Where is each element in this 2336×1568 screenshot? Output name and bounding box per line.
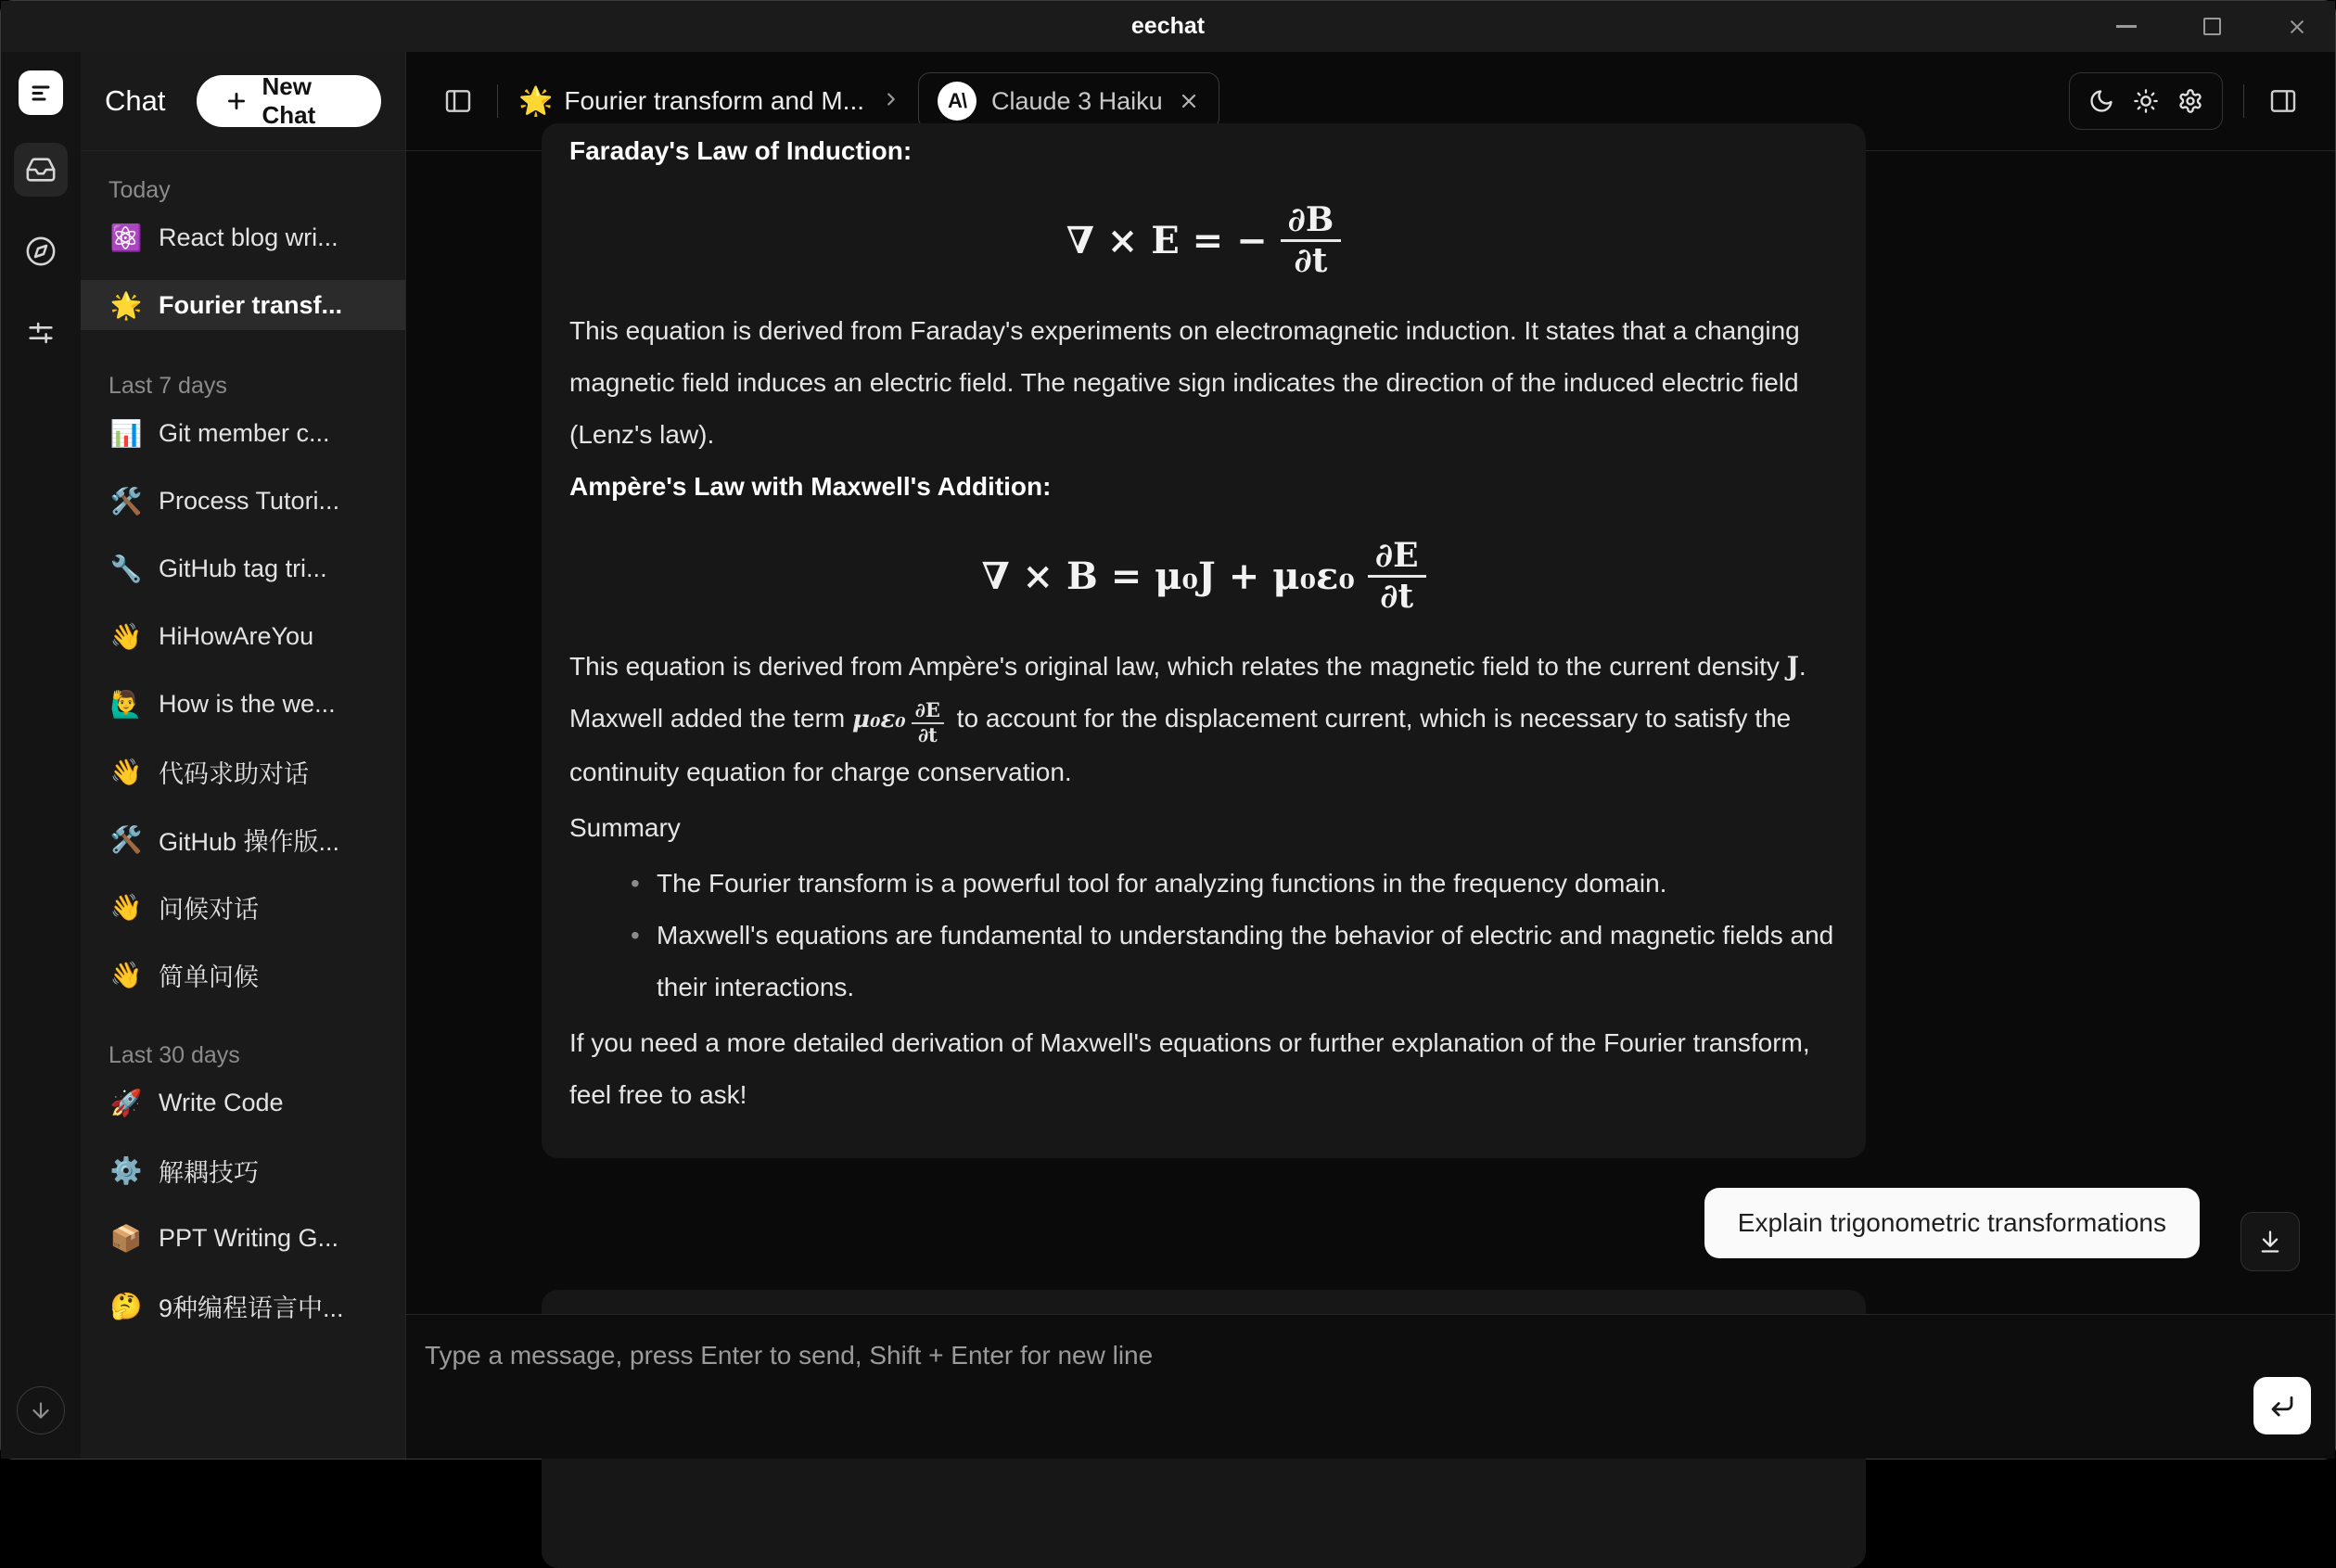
chat-list	[81, 151, 405, 1459]
composer	[406, 1314, 2335, 1459]
chat-item-label: PPT Writing G...	[159, 1223, 339, 1252]
ampere-equation	[569, 537, 1838, 617]
sidebar-item-github-ops[interactable]	[81, 814, 405, 864]
chat-emoji: 🚀	[109, 1088, 143, 1117]
chat-item-label: GitHub 操作版...	[159, 827, 340, 856]
chat-item-label: Git member c...	[159, 418, 330, 447]
remove-model-button[interactable]	[1178, 90, 1200, 112]
chat-emoji: 🙋‍♂️	[109, 689, 143, 719]
chat-emoji: 👋	[109, 892, 143, 922]
equation-lhs: ∇ × E = −	[1066, 218, 1268, 262]
model-name: Claude 3 Haiku	[991, 86, 1163, 115]
fraction-denominator: ∂t	[912, 722, 944, 746]
fraction-denominator: ∂t	[1368, 575, 1426, 616]
sidebar	[81, 52, 406, 1459]
section-label-last-7-days: Last 7 days	[109, 372, 227, 399]
section-label-today: Today	[109, 176, 171, 203]
list-item: • The Fourier transform is a powerful tool for analyzing functions in the frequency domain.	[631, 858, 1838, 910]
chat-item-label: HiHowAreYou	[159, 621, 314, 650]
window-title: eechat	[1130, 13, 1206, 39]
send-button[interactable]	[2253, 1377, 2311, 1434]
summary-list	[569, 858, 1838, 1013]
section-label-last-30-days: Last 30 days	[109, 1041, 240, 1068]
sidebar-title: Chat	[105, 84, 166, 117]
paragraph-text: to account for the displacement current, which is necessary to satisfy the continuity equation for charge conservation.	[569, 703, 1792, 786]
sidebar-item-9-languages[interactable]	[81, 1281, 405, 1331]
titlebar	[1, 1, 2335, 52]
message-heading: Faraday's Law of Induction:	[569, 136, 913, 165]
chat-item-label: React blog wri...	[159, 223, 338, 251]
chat-item-label: GitHub tag tri...	[159, 554, 327, 582]
chat-emoji: 📊	[109, 418, 143, 448]
sidebar-item-hihowareyou[interactable]	[81, 611, 405, 661]
conversation-title[interactable]: Fourier transform and M...	[564, 86, 865, 115]
model-selector[interactable]	[918, 72, 1219, 130]
faraday-equation	[569, 201, 1838, 281]
assistant-message	[542, 123, 1866, 1158]
system-theme-button[interactable]	[2168, 79, 2213, 123]
chevron-right-icon	[881, 89, 901, 114]
chat-emoji: ⚙️	[109, 1155, 143, 1185]
sidebar-item-simple-greeting[interactable]	[81, 950, 405, 1000]
chat-emoji: 👋	[109, 757, 143, 786]
header-divider	[497, 84, 498, 118]
math-symbol: J	[1786, 650, 1799, 682]
compass-icon	[25, 236, 57, 267]
panel-left-icon	[443, 86, 473, 116]
sidebar-item-how-is-the-weather[interactable]	[81, 679, 405, 729]
paragraph-text: . Maxwell added the term	[569, 651, 1806, 733]
equation-fraction	[1368, 537, 1426, 617]
sidebar-item-react-blog[interactable]	[81, 212, 405, 262]
new-chat-label: New Chat	[262, 72, 316, 129]
maximize-button[interactable]	[2190, 8, 2233, 45]
message-paragraph: If you need a more detailed derivation of Maxwell's equations or further explanation of the Fourier transform, feel free to ask!	[569, 1027, 1810, 1109]
chat-panel	[406, 52, 2335, 1459]
sidebar-item-git-member[interactable]	[81, 408, 405, 458]
toggle-sidebar-button[interactable]	[440, 83, 477, 120]
sidebar-item-process-tutorial[interactable]	[81, 476, 405, 526]
chat-item-label: Fourier transf...	[159, 290, 343, 319]
sidebar-item-decoupling[interactable]	[81, 1145, 405, 1195]
arrow-down-icon	[29, 1398, 53, 1422]
chat-item-label: Process Tutori...	[159, 486, 340, 515]
moon-icon	[2088, 88, 2114, 114]
sun-icon	[2133, 88, 2159, 114]
sidebar-item-code-help[interactable]	[81, 746, 405, 797]
chat-item-label: 问候对话	[159, 895, 259, 924]
light-theme-button[interactable]	[2124, 79, 2168, 123]
conversation-emoji: 🌟	[518, 85, 554, 117]
toggle-right-panel-button[interactable]	[2265, 83, 2302, 120]
arrow-down-to-line-icon	[2257, 1229, 2283, 1255]
inline-fraction	[912, 699, 944, 746]
chat-emoji: 🛠️	[109, 824, 143, 854]
app-logo-button[interactable]	[19, 70, 63, 115]
math-coefficient: μ₀ε₀	[852, 705, 906, 733]
chat-item-label: 代码求助对话	[159, 759, 309, 788]
gear-icon	[2177, 88, 2203, 114]
anthropic-logo-icon: A\	[938, 82, 977, 121]
maximize-icon	[2203, 18, 2221, 35]
enter-icon	[2268, 1392, 2296, 1420]
rail-scroll-down-button[interactable]	[17, 1386, 65, 1434]
app-body	[1, 52, 2335, 1459]
sidebar-item-fourier-transform[interactable]	[81, 280, 405, 330]
dark-theme-button[interactable]	[2079, 79, 2124, 123]
plus-icon	[224, 89, 249, 113]
rail-item-discover[interactable]	[14, 224, 68, 278]
chat-emoji: 🌟	[109, 290, 143, 320]
panel-right-icon	[2268, 86, 2298, 116]
chat-item-label: 解耦技巧	[159, 1158, 259, 1187]
header-divider	[2243, 84, 2244, 118]
chat-emoji: 👋	[109, 621, 143, 651]
new-chat-button[interactable]	[197, 72, 381, 129]
chat-item-label: 简单问候	[159, 962, 259, 991]
list-item: • Maxwell's equations are fundamental to understanding the behavior of electric and magnetic fields and their interactions.	[631, 910, 1838, 1013]
minimize-icon	[2116, 25, 2137, 28]
inbox-icon	[25, 154, 57, 185]
message-input[interactable]	[425, 1328, 1816, 1383]
chat-emoji: 🤔	[109, 1291, 143, 1320]
sidebar-item-github-tag[interactable]	[81, 543, 405, 593]
close-button[interactable]	[2276, 8, 2318, 45]
fraction-numerator: ∂E	[914, 698, 940, 722]
chat-emoji: ⚛️	[109, 223, 143, 252]
equation-fraction	[1281, 201, 1342, 281]
rail-item-chats[interactable]	[14, 143, 68, 197]
fraction-numerator: ∂E	[1374, 535, 1419, 575]
minimize-button[interactable]	[2105, 8, 2148, 45]
sidebar-item-greeting-chat[interactable]	[81, 882, 405, 932]
chat-emoji: 📦	[109, 1223, 143, 1253]
message-paragraph: This equation is derived from Faraday's experiments on electromagnetic induction. It states that a changing magnetic field induces an electric field. The negative sign indicates the direction of the induced electric field (Lenz's law).	[569, 315, 1800, 449]
scroll-to-bottom-button[interactable]	[2240, 1212, 2300, 1271]
sidebar-item-write-code[interactable]	[81, 1077, 405, 1128]
rail-item-settings[interactable]	[14, 306, 68, 360]
header-actions	[2069, 72, 2302, 130]
user-message-row	[542, 1188, 2200, 1258]
chat-item-label: Write Code	[159, 1088, 284, 1116]
window-controls	[2105, 1, 2318, 52]
fraction-denominator: ∂t	[1281, 239, 1342, 280]
chat-emoji: 👋	[109, 960, 143, 989]
summary-title: Summary	[569, 812, 681, 842]
equation-lhs: ∇ × B = μ₀J + μ₀ε₀	[981, 554, 1355, 598]
user-message: Explain trigonometric transformations	[1704, 1188, 2200, 1258]
fraction-numerator: ∂B	[1287, 200, 1334, 239]
app-logo-icon	[27, 79, 55, 107]
message-heading: Ampère's Law with Maxwell's Addition:	[569, 471, 1052, 501]
sidebar-item-ppt-writing[interactable]	[81, 1213, 405, 1263]
paragraph-text: This equation is derived from Ampère's original law, which relates the magnetic field to the current density	[569, 651, 1787, 681]
message-paragraph	[569, 641, 1838, 798]
chat-item-label: How is the we...	[159, 689, 336, 718]
message-scroll-area[interactable]	[406, 136, 2335, 1314]
close-icon	[2287, 17, 2307, 37]
sliders-icon	[25, 317, 57, 349]
theme-switcher	[2069, 72, 2223, 130]
chat-emoji: 🔧	[109, 554, 143, 583]
sidebar-header	[81, 52, 405, 151]
chat-item-label: 9种编程语言中...	[159, 1294, 344, 1322]
chat-emoji: 🛠️	[109, 486, 143, 516]
nav-rail	[1, 52, 81, 1459]
close-icon	[1178, 90, 1200, 112]
